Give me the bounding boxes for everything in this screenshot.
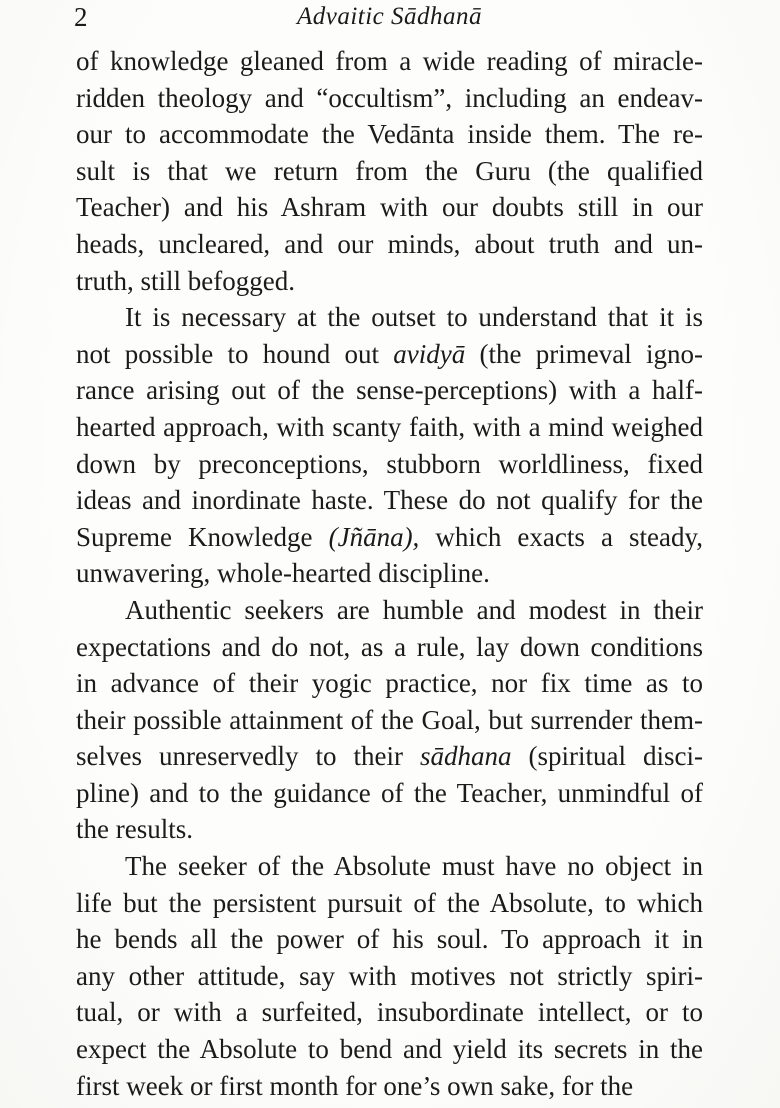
page-header: [76, 2, 703, 34]
italic-term: sādhana: [419, 741, 512, 772]
text-line: [76, 994, 703, 1031]
text-segment: truth, still befogged.: [76, 265, 295, 296]
text-line: [76, 43, 703, 80]
text-segment: sult is that we return from the Guru (the qualified: [76, 155, 703, 186]
text-segment: not possible to hound out: [76, 338, 394, 369]
text-line: [76, 336, 703, 373]
text-line: [76, 555, 703, 592]
text-segment: hearted approach, with scanty faith, with a mind weighed: [76, 411, 703, 442]
text-line: [76, 226, 703, 263]
text-segment: (the primeval igno-: [465, 338, 703, 369]
text-line: [76, 372, 703, 409]
text-line: [76, 446, 703, 483]
text-segment: first week or first month for one’s own sake, for the: [76, 1070, 634, 1101]
text-line: [76, 153, 703, 190]
page-number: 2: [74, 2, 88, 32]
text-line: [76, 848, 703, 885]
text-line: [76, 958, 703, 995]
text-line: [76, 116, 703, 153]
text-segment: their possible attainment of the Goal, but surrender them-: [76, 704, 703, 735]
text-segment: the results.: [76, 814, 193, 845]
italic-term: (Jñāna),: [328, 521, 420, 552]
text-segment: unwavering, whole-hearted discipline.: [76, 558, 490, 589]
text-segment: he bends all the power of his soul. To approach it in: [76, 924, 703, 955]
text-segment: ideas and inordinate haste. These do not qualify for the: [76, 485, 703, 516]
text-line: [76, 702, 703, 739]
running-title: Advaitic Sādhanā: [296, 3, 483, 30]
text-segment: The seeker of the Absolute must have no object in: [125, 851, 703, 882]
text-segment: rance arising out of the sense-perceptions) with a half-: [76, 375, 703, 406]
text-segment: selves unreservedly to their: [76, 741, 420, 772]
text-segment: Supreme Knowledge: [76, 521, 329, 552]
text-segment: in advance of their yogic practice, nor fix time as to: [76, 668, 703, 699]
page-body: [76, 43, 703, 1104]
text-line: [76, 482, 703, 519]
text-line: [76, 811, 703, 848]
text-line: [76, 921, 703, 958]
text-line: [76, 189, 703, 226]
text-line: [76, 519, 703, 556]
text-line: [76, 80, 703, 117]
text-line: [76, 592, 703, 629]
text-segment: of knowledge gleaned from a wide reading of miracle-: [76, 46, 703, 76]
text-segment: expectations and do not, as a rule, lay down conditions: [76, 631, 703, 662]
text-segment: expect the Absolute to bend and yield its secrets in the: [76, 1034, 703, 1065]
text-segment: Teacher) and his Ashram with our doubts still in our: [76, 192, 703, 223]
text-segment: (spiritual disci-: [511, 741, 703, 772]
text-segment: heads, uncleared, and our minds, about truth and un-: [76, 228, 703, 259]
text-segment: any other attitude, say with motives not strictly spiri-: [76, 960, 703, 991]
italic-term: avidyā: [393, 338, 466, 369]
text-line: [76, 885, 703, 922]
text-line: [76, 1031, 703, 1068]
text-line: [76, 665, 703, 702]
text-line: [76, 299, 703, 336]
text-segment: which exacts a steady,: [419, 521, 703, 552]
text-line: [76, 775, 703, 812]
text-segment: our to accommodate the Vedānta inside them. The re-: [76, 119, 703, 150]
text-segment: life but the persistent pursuit of the Absolute, to which: [76, 887, 703, 918]
text-segment: pline) and to the guidance of the Teacher, unmindful of: [76, 777, 703, 808]
text-line: [76, 629, 703, 666]
text-line: [76, 263, 703, 300]
text-line: [76, 1068, 703, 1105]
text-segment: Authentic seekers are humble and modest in their: [125, 594, 703, 625]
text-line: [76, 738, 703, 775]
text-segment: tual, or with a surfeited, insubordinate intellect, or to: [76, 997, 703, 1028]
text-line: [76, 409, 703, 446]
text-segment: It is necessary at the outset to understand that it is: [125, 302, 703, 333]
text-segment: down by preconceptions, stubborn worldliness, fixed: [76, 448, 703, 479]
text-segment: ridden theology and “occultism”, including an endeav-: [76, 82, 703, 113]
